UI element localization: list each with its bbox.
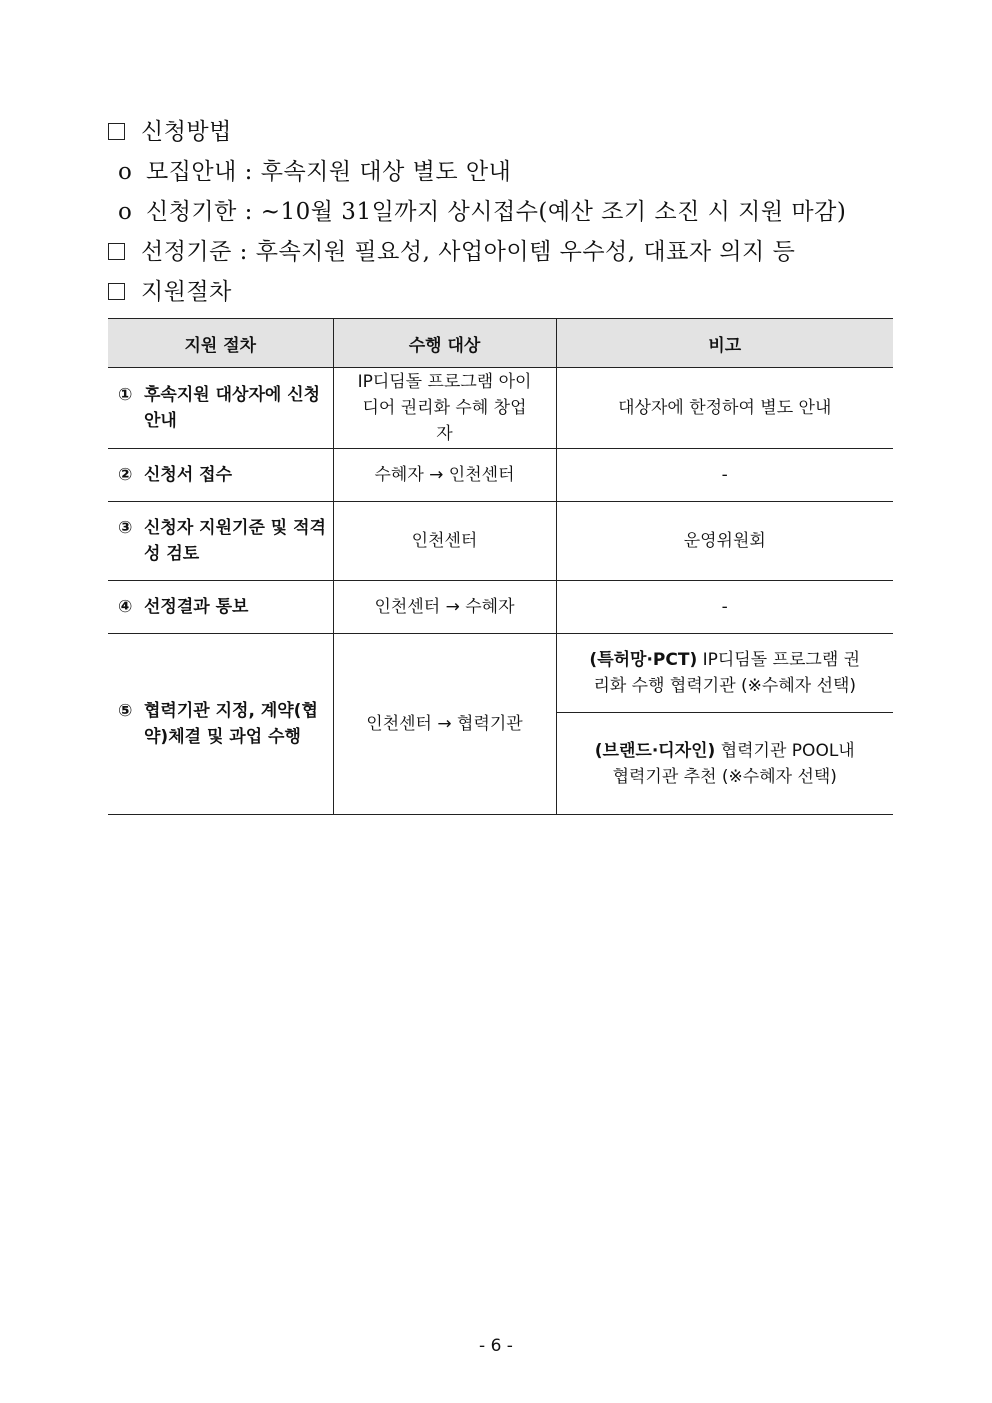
- note-cell: -: [556, 449, 893, 502]
- note-cell: 대상자에 한정하여 별도 안내: [556, 368, 893, 449]
- target-cell: 인천센터 → 수혜자: [333, 581, 556, 634]
- section-criteria: 선정기준 : 후속지원 필요성, 사업아이템 우수성, 대표자 의지 등: [108, 232, 908, 272]
- bullet-marker: o: [118, 199, 133, 225]
- checkbox-square-icon: [108, 283, 125, 300]
- header-target: 수행 대상: [333, 319, 556, 368]
- note-cell: -: [556, 581, 893, 634]
- step-cell: ② 신청서 접수: [108, 449, 333, 502]
- item-deadline: o 신청기한 : ~10월 31일까지 상시접수(예산 조기 소진 시 지원 마감): [108, 192, 908, 232]
- table-row: [108, 581, 893, 634]
- item-recruit: o 모집안내 : 후속지원 대상 별도 안내: [108, 152, 908, 192]
- target-cell: 인천센터: [333, 502, 556, 581]
- note-cell-patent: (특허망·PCT) IP디딤돌 프로그램 권리화 수행 협력기관 (※수혜자 선택): [556, 634, 893, 713]
- table-row: [108, 449, 893, 502]
- note-cell: 운영위원회: [556, 502, 893, 581]
- table-row: [108, 634, 893, 713]
- bullet-marker: o: [118, 159, 133, 185]
- section-procedure: 지원절차: [108, 272, 908, 312]
- header-note: 비고: [556, 319, 893, 368]
- step-cell: ⑤ 협력기관 지정, 계약(협약)체결 및 과업 수행: [108, 634, 333, 815]
- page-number: - 6 -: [479, 1336, 513, 1356]
- section-apply-method: 신청방법: [108, 112, 908, 152]
- table-header-row: [108, 319, 893, 368]
- checkbox-square-icon: [108, 123, 125, 140]
- step-cell: ④ 선정결과 통보: [108, 581, 333, 634]
- step-cell: ① 후속지원 대상자에 신청안내: [108, 368, 333, 449]
- target-cell: 인천센터 → 협력기관: [333, 634, 556, 815]
- header-step: 지원 절차: [108, 319, 333, 368]
- procedure-table: [108, 318, 893, 815]
- note-cell-brand: (브랜드·디자인) 협력기관 POOL내 협력기관 추천 (※수혜자 선택): [556, 713, 893, 815]
- target-cell: 수혜자 → 인천센터: [333, 449, 556, 502]
- table-row: [108, 502, 893, 581]
- table-row: [108, 368, 893, 449]
- checkbox-square-icon: [108, 243, 125, 260]
- step-cell: ③ 신청자 지원기준 및 적격성 검토: [108, 502, 333, 581]
- document-body: [108, 112, 908, 312]
- target-cell: IP디딤돌 프로그램 아이디어 권리화 수혜 창업자: [333, 368, 556, 449]
